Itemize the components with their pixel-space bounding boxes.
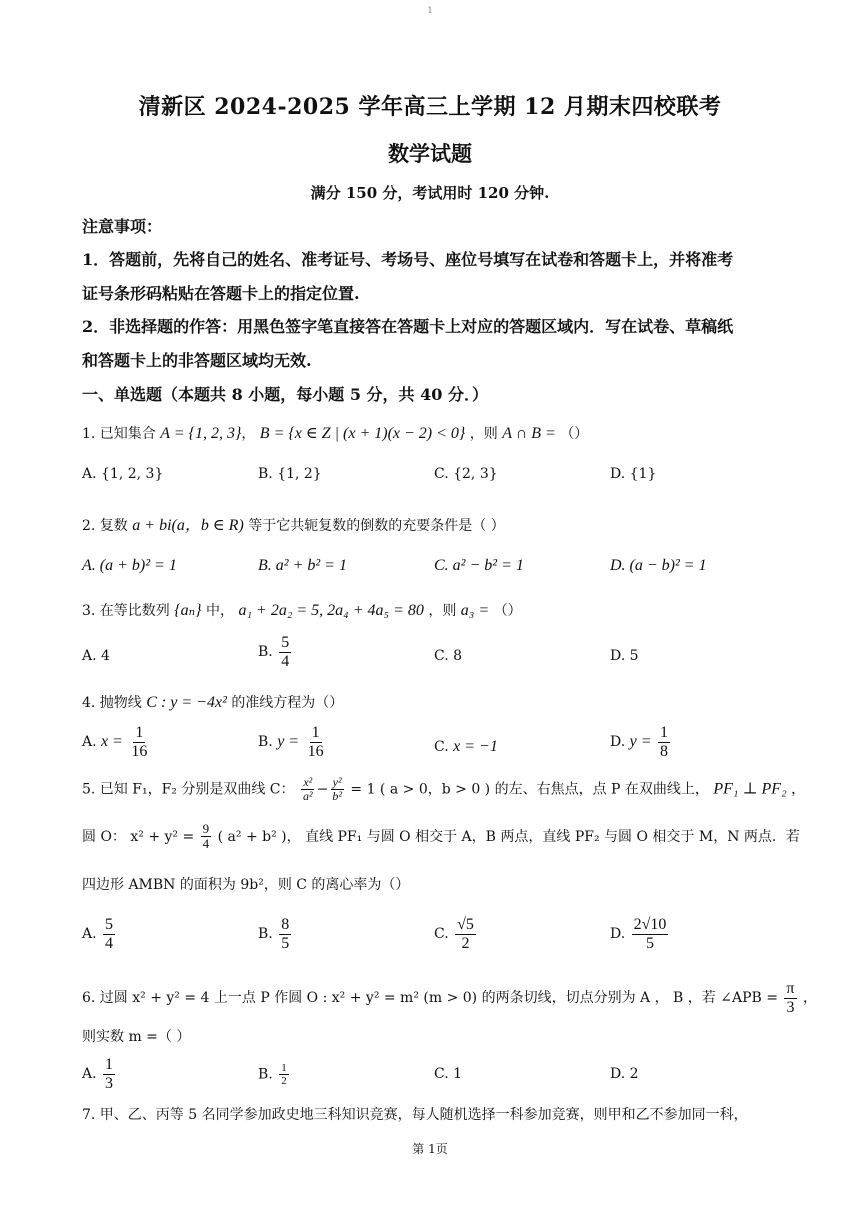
q2-prefix: 2. 复数 (82, 518, 128, 534)
fraction-numerator: 5 (105, 916, 114, 933)
q5-option-d-fraction (632, 916, 669, 952)
q4-option-b-lhs: y = (277, 733, 300, 751)
question-4 (82, 692, 343, 712)
q2-option-a: A. (a + b)² = 1 (82, 557, 177, 574)
q3-mid: 中， (206, 603, 234, 619)
q5-circle-fraction (201, 822, 212, 852)
q1-option-d: D. {1} (610, 466, 657, 482)
q4-option-a (82, 724, 151, 760)
notes-heading: 注意事项： (82, 217, 163, 236)
q1-set-a: A = {1, 2, 3} (160, 425, 242, 442)
fraction-denominator: b² (332, 789, 342, 804)
note-item-2-line-2: 和答题卡上的非答题区域均无效. (82, 351, 312, 370)
q4-option-d-lhs: y = (629, 733, 652, 751)
fraction-numerator: 9 (202, 821, 210, 836)
q5-option-c-label: C. (434, 926, 449, 943)
q5-option-b-label: B. (258, 926, 273, 943)
fraction-denominator: 4 (105, 934, 114, 952)
exam-title: 清新区 2024-2025 学年高三上学期 12 月期末四校联考 (138, 94, 722, 120)
q2-option-c: C. a² − b² = 1 (434, 557, 524, 574)
q1-ask: A ∩ B = (502, 425, 556, 442)
q5-line1-c: ， (791, 781, 806, 798)
q5-option-a-label: A. (82, 926, 97, 943)
fraction-denominator: 5 (646, 934, 655, 952)
fraction-denominator: 4 (202, 836, 210, 852)
q3-option-a: A. 4 (82, 648, 110, 664)
question-5-line-3: 四边形 AMBN 的面积为 9b²，则 C 的离心率为（） (82, 877, 410, 893)
fraction-numerator: 1 (135, 724, 144, 741)
q6-option-b-label: B. (258, 1066, 273, 1083)
q5-option-c-fraction (455, 916, 476, 952)
q5-option-d (610, 916, 670, 952)
q6-option-a-fraction (103, 1056, 115, 1092)
fraction-denominator: 8 (660, 742, 668, 760)
note-item-1-line-2: 证号条形码粘贴在答题卡上的指定位置. (82, 284, 360, 303)
q4-option-b-label: B. (258, 734, 273, 751)
q6-option-a-label: A. (82, 1066, 97, 1083)
fraction-numerator: y² (332, 775, 342, 789)
q5-line2-b: ( a² + b² )， 直线 PF₁ 与圆 O 相交于 A，B 两点，直线 PF₂ 与圆 O 相交于 M，N 两点．若 (217, 828, 800, 845)
top-page-mark: 1 (427, 6, 433, 15)
page-footer: 第 1页 (412, 1142, 448, 1156)
q3-option-b-fraction (279, 634, 291, 670)
question-5-line-1: 5. 已知 F₁，F₂ 分别是双曲线 C： $\frac{\text{x²}}{\text{a²}}$ − $\frac{\text{y²}}{\text{b²}}$ = 1 ( a > 0，b > 0 ) 的左、右焦点，点 P 在双曲线上， PF₁ ⊥ PF₂ ， (82, 775, 806, 804)
q4-option-a-lhs: x = (101, 733, 123, 751)
q3-option-d: D. 5 (610, 648, 639, 664)
fraction-denominator: 3 (105, 1074, 114, 1092)
fraction-denominator: 5 (281, 934, 290, 952)
question-2 (82, 512, 505, 535)
fraction-numerator: 1 (311, 724, 320, 741)
q2-option-d: D. (a − b)² = 1 (610, 557, 707, 574)
question-5-line-2 (82, 822, 800, 852)
q4-option-c-label: C. (434, 739, 449, 755)
question-3 (82, 600, 522, 620)
q3-option-b-label: B. (258, 644, 273, 661)
q6-line1-a: 6. 过圆 x² + y² = 4 上一点 P 作圆 O : x² + y² = m² (m > 0) 的两条切线，切点分别为 A ， B ，若 ∠APB = (82, 990, 778, 1007)
q6-angle-fraction (784, 980, 796, 1016)
note-item-2-line-1: 2．非选择题的作答：用黑色签字笔直接答在答题卡上对应的答题区域内．写在试卷、草稿纸 (82, 317, 734, 336)
q4-prefix: 4. 抛物线 (82, 695, 142, 711)
q4-option-a-fraction (129, 724, 149, 760)
q1-option-b: B. {1, 2} (258, 466, 322, 482)
question-6-line-2: 则实数 m =（ ） (82, 1029, 191, 1045)
fraction-numerator: 8 (281, 916, 290, 933)
fraction-numerator: √5 (457, 916, 474, 933)
fraction-denominator: 2 (461, 934, 470, 952)
q2-option-b: B. a² + b² = 1 (258, 557, 347, 574)
q3-option-b (258, 634, 293, 670)
q5-hyperbola-y-term (330, 776, 344, 803)
fraction-numerator: x² (303, 775, 313, 789)
q5-option-d-label: D. (610, 926, 626, 943)
question-1: 1. 已知集合 A = {1, 2, 3}， B = {x ∈ Z | (x + 1)(x − 2) < 0} ，则 A ∩ B = （） (82, 425, 589, 442)
q6-option-b (258, 1062, 291, 1087)
q4-option-d-label: D. (610, 734, 626, 751)
q1-set-b: B = {x ∈ Z | (x + 1)(x − 2) < 0} (259, 425, 466, 442)
q5-option-c (434, 916, 478, 952)
fraction-denominator: a² (302, 789, 313, 804)
question-6-line-1 (82, 980, 817, 1016)
q1-suffix: ，则 (469, 426, 498, 442)
fraction-numerator: 2√10 (633, 916, 667, 933)
q6-option-c: C. 1 (434, 1066, 463, 1082)
q2-expr: a + bi(a，b ∈ R) (132, 517, 244, 534)
q4-option-a-label: A. (82, 734, 97, 751)
q3-paren: （） (493, 603, 522, 619)
q4-option-d (610, 724, 672, 760)
q2-suffix: 等于它共轭复数的倒数的充要条件是（ ） (248, 518, 505, 534)
q1-prefix: 1. 已知集合 (82, 426, 156, 442)
q1-paren: （） (560, 426, 589, 442)
question-7-line-1: 7. 甲、乙、丙等 5 名同学参加政史地三科知识竞赛，每人随机选择一科参加竞赛，则甲和乙不参加同一科， (82, 1107, 748, 1123)
q5-option-b-fraction (279, 916, 291, 952)
fraction-denominator: 3 (786, 998, 795, 1016)
q4-option-c-expr: x = −1 (453, 738, 498, 755)
fraction-numerator: π (786, 980, 795, 997)
fraction-denominator: 2 (281, 1075, 287, 1088)
fraction-denominator: 16 (307, 742, 324, 760)
q3-ask: a₃ = (460, 602, 490, 619)
q4-option-b-fraction (306, 724, 326, 760)
q6-option-b-fraction (279, 1062, 289, 1087)
score-time-line: 满分 150 分，考试用时 120 分钟. (310, 184, 550, 202)
q3-suffix: ，则 (428, 603, 457, 619)
q3-sequence: {aₙ} (174, 602, 202, 619)
q5-option-a (82, 916, 117, 952)
q5-line2-a: 圆 O： x² + y² = (82, 828, 195, 845)
q6-option-d: D. 2 (610, 1066, 639, 1082)
q4-suffix: 的准线方程为（） (231, 695, 344, 711)
q4-option-c (434, 738, 498, 756)
q5-line1-a: 5. 已知 F₁，F₂ 分别是双曲线 C： (82, 781, 295, 798)
q4-option-b (258, 724, 328, 760)
q6-option-a (82, 1056, 117, 1092)
fraction-numerator: 1 (105, 1056, 114, 1073)
q3-option-c: C. 8 (434, 648, 463, 664)
exam-subtitle: 数学试题 (388, 141, 472, 166)
q3-condition: a₁ + 2a₂ = 5, 2a₄ + 4a₅ = 80 (238, 602, 424, 619)
q4-option-d-fraction (658, 724, 670, 760)
q5-perpendicular: PF₁ ⊥ PF₂ (713, 780, 787, 798)
note-item-1-line-1: 1．答题前，先将自己的姓名、准考证号、考场号、座位号填写在试卷和答题卡上，并将准考 (82, 250, 734, 269)
q1-option-c: C. {2, 3} (434, 466, 498, 482)
q1-option-a: A. {1, 2, 3} (82, 466, 164, 482)
q5-hyperbola-x-term (301, 776, 315, 803)
fraction-numerator: 1 (660, 724, 668, 741)
q4-expr: C : y = −4x² (146, 694, 227, 711)
fraction-denominator: 4 (281, 652, 290, 670)
q3-prefix: 3. 在等比数列 (82, 603, 170, 619)
fraction-numerator: 1 (281, 1062, 287, 1074)
q6-line1-b: ， (802, 990, 817, 1007)
section-heading-single-choice: 一、单选题（本题共 8 小题，每小题 5 分，共 40 分．） (82, 385, 488, 404)
q5-option-a-fraction (103, 916, 115, 952)
fraction-numerator: 5 (281, 634, 290, 651)
q5-option-b (258, 916, 293, 952)
fraction-denominator: 16 (131, 742, 148, 760)
q5-line1-b: = 1 ( a > 0，b > 0 ) 的左、右焦点，点 P 在双曲线上， (350, 781, 709, 798)
